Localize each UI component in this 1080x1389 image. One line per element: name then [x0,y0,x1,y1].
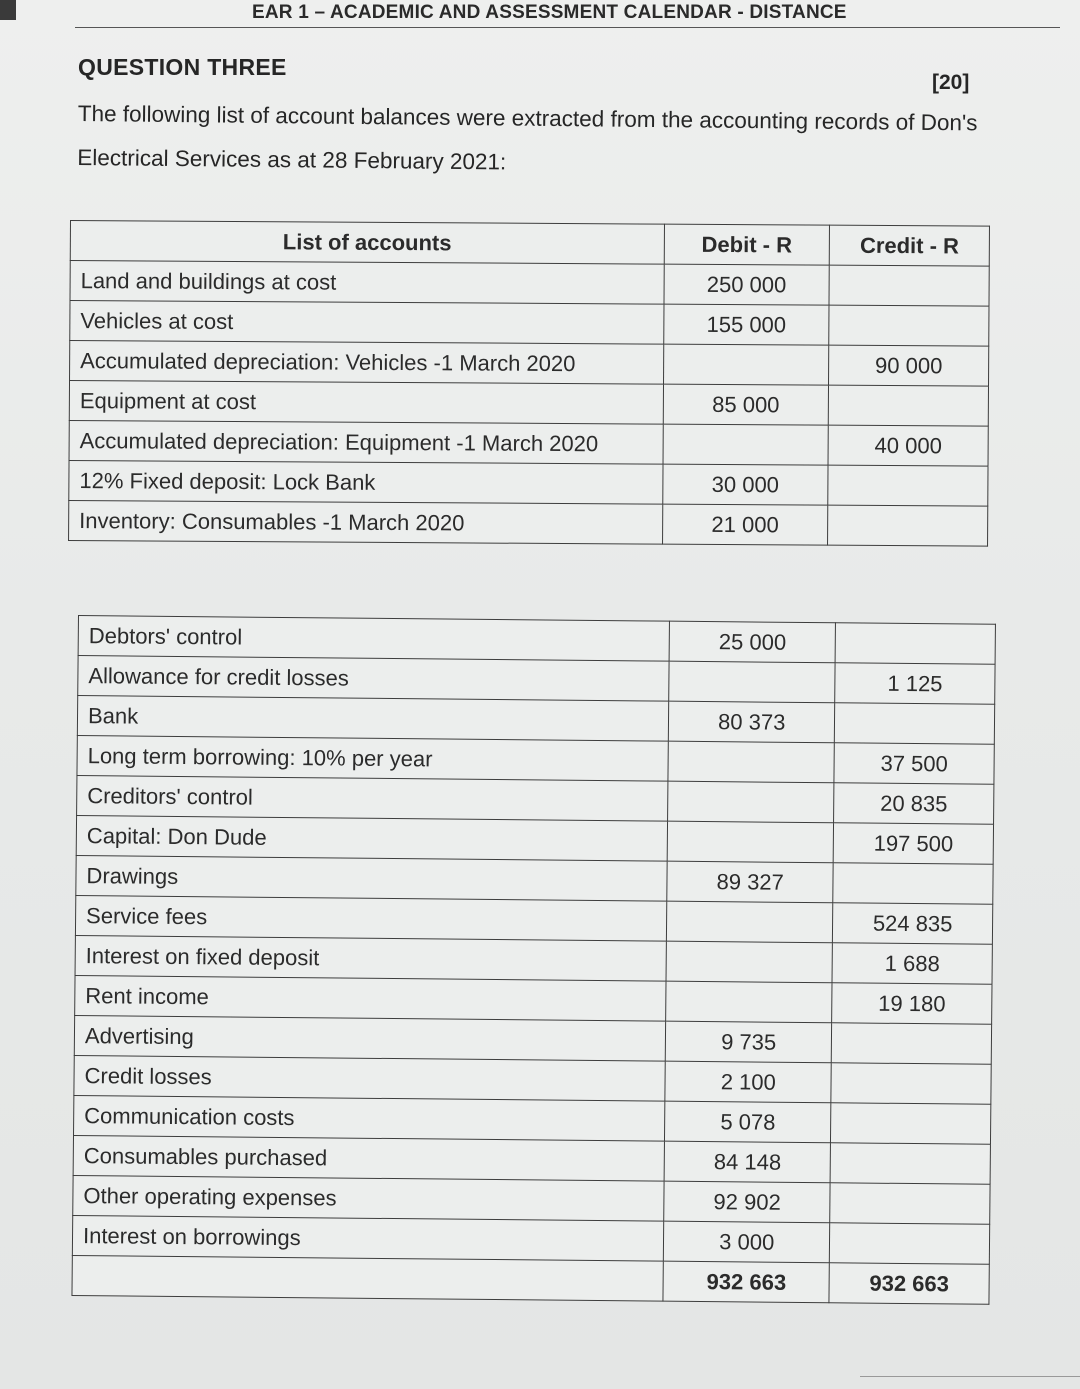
debit-cell [668,741,834,783]
header-rule [75,27,1060,28]
account-name-cell: Advertising [74,1015,666,1061]
debit-cell: 9 735 [666,1021,832,1063]
debit-cell: 84 148 [664,1141,830,1183]
table-row [70,301,989,347]
debit-cell: 92 902 [664,1181,830,1223]
account-name-cell: Credit losses [74,1055,666,1101]
account-name-cell: Capital: Don Dude [76,815,668,861]
running-header: EAR 1 – ACADEMIC AND ASSESSMENT CALENDAR - DISTANCE [252,2,847,23]
page-edge-mark [0,0,16,20]
credit-cell [831,1023,991,1065]
debit-cell: 155 000 [663,304,829,345]
table-row [70,341,989,387]
credit-cell [831,1063,991,1105]
account-name-cell: Other operating expenses [73,1175,665,1221]
accounts-table-part-1 [68,220,990,547]
debit-cell: 89 327 [667,861,833,903]
credit-cell [829,305,989,346]
credit-cell: 524 835 [833,903,993,945]
credit-cell: 90 000 [829,345,989,386]
credit-cell [830,1183,990,1225]
table-header-row [70,221,989,267]
footer-rule [860,1376,1080,1377]
credit-cell: 197 500 [833,823,993,865]
debit-cell [668,781,834,823]
account-name-cell: Accumulated depreciation: Vehicles -1 March 2020 [70,341,664,385]
account-name-cell: Debtors' control [78,616,670,662]
totals-label-cell [72,1255,664,1301]
account-name-cell: Consumables purchased [73,1135,665,1181]
debit-cell: 80 373 [669,701,835,743]
question-marks: [20] [932,71,970,94]
credit-cell [833,863,993,905]
debit-cell [663,424,829,465]
credit-cell: 37 500 [834,743,994,785]
credit-cell [829,385,989,426]
header-credit: Credit - R [829,225,989,266]
accounts-table-part-2 [71,615,995,1305]
table-row [69,420,988,466]
totals-row [72,1255,989,1304]
account-name-cell: Communication costs [74,1095,666,1141]
debit-cell [663,344,829,385]
credit-cell [830,1143,990,1185]
account-name-cell: Service fees [75,895,667,941]
account-name-cell: Land and buildings at cost [70,261,664,305]
account-name-cell: 12% Fixed deposit: Lock Bank [69,460,663,504]
table-row [69,381,988,427]
debit-cell [666,941,832,983]
account-name-cell: Long term borrowing: 10% per year [77,735,669,781]
credit-cell [828,505,988,546]
table-row [69,460,988,506]
credit-cell [828,465,988,506]
header-debit: Debit - R [664,224,830,265]
credit-cell: 1 125 [835,663,995,705]
debit-cell: 3 000 [664,1221,830,1263]
table-row [69,500,988,546]
account-name-cell: Equipment at cost [69,381,663,425]
debit-cell [669,661,835,703]
header-list-of-accounts: List of accounts [70,221,664,265]
account-name-cell: Interest on fixed deposit [75,935,667,981]
question-intro: The following list of account balances were extracted from the accounting records of Don's Electrical Services as at 28 February 2021: [77,100,978,175]
debit-cell: 85 000 [663,384,829,425]
debit-cell: 21 000 [662,504,828,545]
debit-cell: 25 000 [669,621,835,663]
debit-cell [668,821,834,863]
account-name-cell: Bank [77,696,669,742]
credit-cell [829,1223,989,1265]
total-credit-cell: 932 663 [829,1263,989,1305]
account-name-cell: Rent income [75,975,667,1021]
debit-cell [666,981,832,1023]
total-debit-cell: 932 663 [663,1261,829,1303]
account-name-cell: Inventory: Consumables -1 March 2020 [69,500,663,544]
debit-cell [667,901,833,943]
debit-cell: 2 100 [665,1061,831,1103]
question-title: QUESTION THREE [78,54,287,80]
credit-cell: 19 180 [832,983,992,1025]
credit-cell: 1 688 [832,943,992,985]
account-name-cell: Drawings [76,855,668,901]
debit-cell: 30 000 [662,464,828,505]
credit-cell [835,623,995,665]
account-name-cell: Interest on borrowings [72,1215,664,1261]
table-row [70,261,989,307]
debit-cell: 5 078 [665,1101,831,1143]
account-name-cell: Vehicles at cost [70,301,664,345]
account-name-cell: Accumulated depreciation: Equipment -1 March 2020 [69,420,663,464]
credit-cell [834,703,994,745]
credit-cell [831,1103,991,1145]
account-name-cell: Creditors' control [77,775,669,821]
credit-cell [829,265,989,306]
credit-cell: 40 000 [828,425,988,466]
account-name-cell: Allowance for credit losses [78,656,670,702]
debit-cell: 250 000 [664,264,830,305]
credit-cell: 20 835 [834,783,994,825]
